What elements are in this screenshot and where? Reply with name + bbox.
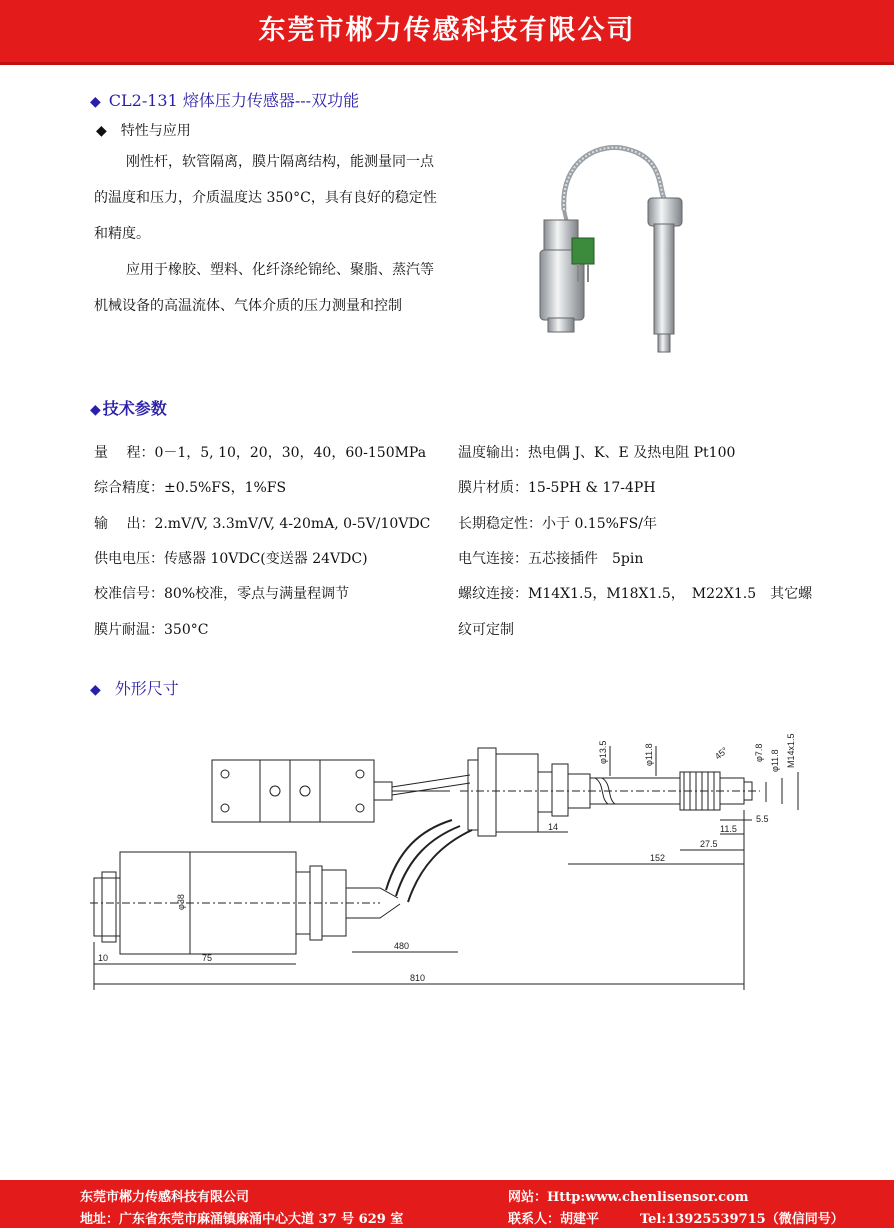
footer-contact: 联系人：胡建平: [508, 1212, 600, 1227]
spec-connection: 电气连接：五芯接插件 5pin: [458, 551, 644, 567]
spec-thread-cont: 纹可定制: [458, 622, 514, 638]
diamond-bullet-icon: ◆: [90, 402, 101, 418]
dim-len-5-5: 5.5: [756, 814, 769, 824]
features-paragraph-2: 应用于橡胶、塑料、化纤涤纶锦纶、聚脂、蒸汽等机械设备的高温流体、气体介质的压力测量和控制: [94, 262, 434, 314]
dim-phi-11-8-b: φ11.8: [770, 749, 780, 772]
dim-angle-45: 45°: [712, 745, 730, 762]
company-title: 东莞市郴力传感科技有限公司: [258, 15, 636, 46]
product-photo: [520, 140, 760, 360]
dim-phi-13-5: φ13.5: [598, 740, 608, 764]
diamond-bullet-icon: ◆: [96, 123, 107, 139]
features-heading: 特性与应用: [120, 123, 191, 139]
dimensions-heading-row: [90, 676, 179, 699]
features-heading-row: [96, 120, 191, 140]
tech-heading: 技术参数: [102, 399, 167, 418]
dim-len-27-5: 27.5: [700, 839, 718, 849]
spec-accuracy: 综合精度：±0.5%FS，1%FS: [94, 480, 287, 496]
spec-thread: 螺纹连接：M14X1.5，M18X1.5， M22X1.5 其它螺: [458, 586, 813, 602]
spec-diaphragm: 膜片材质：15-5PH & 17-4PH: [458, 480, 656, 496]
footer-company: 东莞市郴力传感科技有限公司: [80, 1190, 250, 1205]
diamond-bullet-icon: ◆: [90, 682, 101, 698]
header-bar: [0, 0, 894, 65]
dim-phi-11-8-a: φ11.8: [644, 743, 654, 766]
dim-len-152: 152: [650, 853, 666, 863]
spec-calibration: 校准信号：80%校准，零点与满量程调节: [94, 586, 350, 602]
diamond-bullet-icon: ◆: [90, 94, 101, 110]
dim-len-10: 10: [98, 953, 109, 963]
dim-len-11-5: 11.5: [720, 824, 737, 834]
features-paragraph-1: 刚性杆，软管隔离，膜片隔离结构，能测量同一点的温度和压力，介质温度达 350°C，具有良好的稳定性和精度。: [94, 154, 437, 242]
spec-temp-output: 温度输出：热电偶 J、K、E 及热电阻 Pt100: [458, 445, 736, 461]
dimension-drawing: [80, 720, 820, 1010]
spec-temp-limit: 膜片耐温：350°C: [94, 622, 209, 638]
footer-bar: [0, 1180, 894, 1228]
product-title-row: [90, 88, 359, 111]
footer-website: 网站：Http:www.chenlisensor.com: [508, 1190, 749, 1205]
dim-phi-7-8: φ7.8: [754, 743, 764, 762]
dim-len-14: 14: [548, 822, 559, 832]
dim-len-75: 75: [202, 953, 213, 963]
spec-output: 输 出：2.mV/V, 3.3mV/V, 4-20mA, 0-5V/10VDC: [94, 516, 431, 532]
footer-address: 地址：广东省东莞市麻涌镇麻涌中心大道 37 号 629 室: [80, 1212, 404, 1227]
dim-m14: M14x1.5: [786, 733, 796, 768]
dim-phi-38: φ38: [176, 894, 186, 910]
dimensions-heading: 外形尺寸: [114, 679, 179, 698]
spec-range: 量 程：0－1，5, 10，20，30，40，60-150MPa: [94, 445, 427, 461]
dim-len-810: 810: [410, 973, 426, 983]
spec-supply: 供电电压：传感器 10VDC(变送器 24VDC): [94, 551, 368, 567]
dim-len-480: 480: [394, 941, 410, 951]
spec-stability: 长期稳定性：小于 0.15%FS/年: [458, 516, 657, 532]
tech-heading-row: [90, 396, 167, 419]
product-title: CL2-131 熔体压力传感器---双功能: [108, 91, 360, 110]
footer-tel: Tel:13925539715（微信同号）: [640, 1212, 844, 1227]
